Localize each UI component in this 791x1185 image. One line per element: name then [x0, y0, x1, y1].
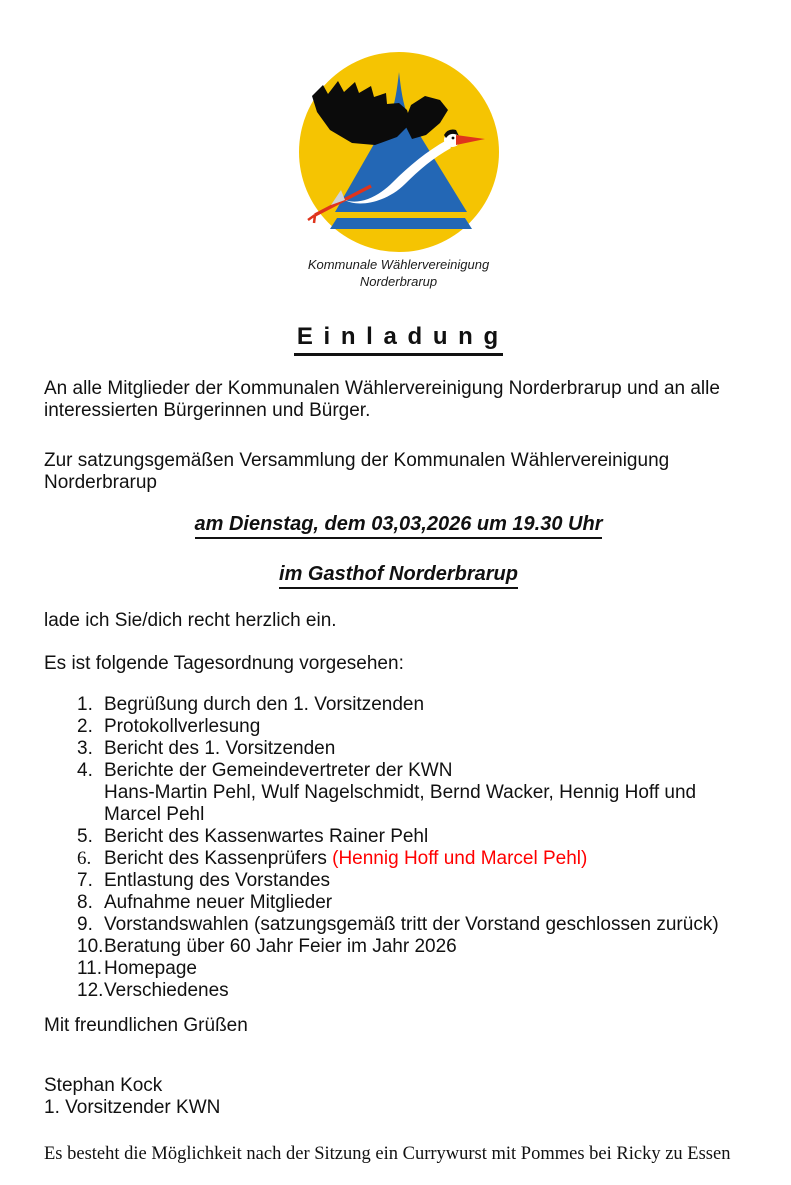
agenda-item-8 — [44, 892, 753, 914]
agenda-item-2 — [44, 716, 753, 738]
signature-name: Stephan Kock — [44, 1074, 163, 1096]
agenda-item-red-text: (Hennig Hoff und Marcel Pehl) — [332, 847, 588, 869]
agenda-item-text: Vorstandswahlen (satzungsgemäß tritt der Vorstand geschlossen zurück) — [104, 913, 719, 935]
invite-paragraph: lade ich Sie/dich recht herzlich ein. — [44, 609, 337, 631]
logo-caption — [44, 257, 753, 291]
agenda-list — [44, 694, 753, 1002]
agenda-item-11 — [44, 958, 753, 980]
agenda-item-text: Begrüßung durch den 1. Vorsitzenden — [104, 693, 425, 715]
agenda-item-7 — [44, 870, 753, 892]
kwn-stork-logo-icon — [297, 50, 501, 254]
agenda-item-number: 8. — [77, 891, 93, 913]
agenda-item-main-text: Berichte der Gemeindevertreter der KWN — [104, 759, 453, 781]
recipients-paragraph: An alle Mitglieder der Kommunalen Wählervereinigung Norderbrarup und an alle interessierten Bürgerinnen und Bürger. — [44, 377, 720, 421]
agenda-item-12 — [44, 980, 753, 1002]
agenda-item-subtext: Hans-Martin Pehl, Wulf Nagelschmidt, Bernd Wacker, Hennig Hoff und Marcel Pehl — [104, 781, 697, 825]
agenda-item-text — [104, 760, 753, 826]
agenda-item-main-text: Bericht des Kassenprüfers — [104, 847, 333, 869]
logo-caption-line2: Norderbrarup — [359, 273, 438, 289]
agenda-item-number: 9. — [77, 913, 93, 935]
agenda-item-text: Homepage — [104, 957, 197, 979]
signature-role: 1. Vorsitzender KWN — [44, 1096, 221, 1118]
agenda-item-number: 7. — [77, 869, 93, 891]
agenda-intro: Es ist folgende Tagesordnung vorgesehen: — [44, 652, 404, 674]
agenda-item-3 — [44, 738, 753, 760]
agenda-item-6 — [44, 848, 753, 870]
agenda-item-text: Protokollverlesung — [104, 715, 261, 737]
logo-block — [44, 0, 753, 291]
agenda-item-number: 2. — [77, 715, 93, 737]
occasion-paragraph: Zur satzungsgemäßen Versammlung der Kommunalen Wählervereinigung Norderbrarup — [44, 449, 670, 493]
document-title: E i n l a d u n g — [294, 323, 503, 356]
agenda-item-text: Aufnahme neuer Mitglieder — [104, 891, 333, 913]
agenda-item-9 — [44, 914, 753, 936]
agenda-item-number: 3. — [77, 737, 93, 759]
agenda-item-number: 12. — [77, 979, 104, 1001]
place-line-block — [44, 563, 753, 589]
agenda-item-number: 6. — [77, 847, 92, 869]
footnote-line: Es besteht die Möglichkeit nach der Sitzung ein Currywurst mit Pommes bei Ricky zu Essen — [44, 1143, 731, 1164]
agenda-item-number: 10. — [77, 935, 104, 957]
agenda-item-number: 11. — [77, 957, 103, 979]
agenda-item-1 — [44, 694, 753, 716]
meeting-place: im Gasthof Norderbrarup — [279, 563, 518, 589]
agenda-item-number: 1. — [77, 693, 93, 715]
agenda-item-number: 5. — [77, 825, 93, 847]
agenda-item-text — [104, 848, 753, 870]
agenda-item-text: Bericht des Kassenwartes Rainer Pehl — [104, 825, 429, 847]
agenda-item-text: Verschiedenes — [104, 979, 229, 1001]
agenda-item-5 — [44, 826, 753, 848]
signature-block — [44, 1075, 753, 1119]
title-block — [44, 323, 753, 356]
agenda-item-text: Beratung über 60 Jahr Feier im Jahr 2026 — [104, 935, 457, 957]
date-line-block — [44, 513, 753, 539]
logo-caption-line1: Kommunale Wählervereinigung — [307, 257, 490, 272]
meeting-date: am Dienstag, dem 03,03,2026 um 19.30 Uhr — [195, 513, 603, 539]
agenda-item-text: Entlastung des Vorstandes — [104, 869, 331, 891]
agenda-item-number: 4. — [77, 759, 93, 781]
agenda-item-text: Bericht des 1. Vorsitzenden — [104, 737, 336, 759]
agenda-item-4 — [44, 760, 753, 826]
agenda-item-10 — [44, 936, 753, 958]
greeting-line: Mit freundlichen Grüßen — [44, 1014, 248, 1036]
